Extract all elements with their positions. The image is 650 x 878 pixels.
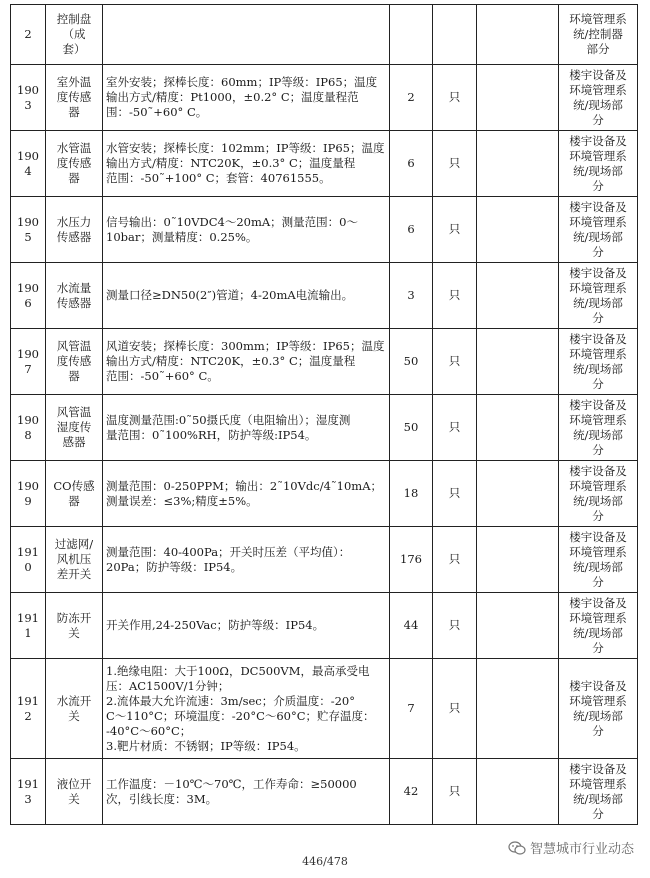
item-name-cell [46,197,103,263]
item-category-line: 分 [592,806,604,821]
item-category-line: 楼宇设备及 [569,67,627,82]
item-number: 190 9 [17,478,39,508]
item-unit: 只 [433,263,477,329]
item-category-line: 分 [592,310,604,325]
item-quantity: 50 [390,329,433,395]
item-quantity: 18 [390,461,433,527]
item-number: 191 3 [17,776,39,806]
item-name-line: 差开关 [56,567,92,581]
item-spec-line: 测量范围：0-250PPM；输出：2˜10Vdc/4˜10mA； [106,478,382,493]
item-category-line: 统/现场部 [573,295,623,310]
item-spec-line: C～110°C；环境温度：-20°C～60°C；贮存温度： [106,708,375,723]
item-category-line: 分 [592,112,604,127]
item-name-line: 器 [68,493,80,508]
item-name-line: 水管温 [56,141,92,155]
item-number: 190 6 [17,280,39,310]
item-category-line: 统/现场部 [573,229,623,244]
item-name-cell [46,395,103,461]
item-note [477,131,559,197]
item-note [477,65,559,131]
table-row [11,395,638,461]
item-name-line: 室外温 [56,75,92,89]
item-number-cell [11,65,46,131]
item-category-line: 环境管理系 [569,12,627,26]
item-spec-line: 水管安装；探棒长度：102mm；IP等级：IP65；温度 [106,141,385,155]
table-body [11,5,638,825]
item-category-line: 分 [592,376,604,391]
table-row [11,5,638,65]
item-category-cell [559,131,638,197]
item-note [477,395,559,461]
item-number: 190 7 [17,346,39,376]
item-name-line: 关 [68,708,80,723]
item-category-line: 环境管理系 [569,776,627,791]
table-row [11,659,638,759]
item-note [477,759,559,825]
table-row [11,263,638,329]
item-spec-line: 10bar；测量精度：0.25%。 [106,229,258,244]
item-spec-cell [103,197,390,263]
item-category-cell [559,527,638,593]
item-category-line: 统/现场部 [573,361,623,376]
item-category-line: 统/现场部 [573,493,623,508]
item-name-cell [46,65,103,131]
item-category-cell [559,5,638,65]
item-category-line: 环境管理系 [569,544,627,559]
item-number: 190 5 [17,214,39,244]
item-category-line: 环境管理系 [569,478,627,493]
item-spec-line: 信号输出：0˜10VDC4～20mA；测量范围：0～ [106,214,358,229]
item-spec-line: 次，引线长度：3M。 [106,791,218,806]
item-category-cell [559,197,638,263]
item-name-line: 关 [68,791,80,806]
item-note [477,329,559,395]
item-number-cell [11,329,46,395]
item-name-line: 度传感 [56,354,92,368]
item-quantity [390,5,433,65]
item-spec-line: 压：AC1500V/1分钟； [106,678,230,693]
item-name-line: 水流量 [56,280,92,295]
item-category-line: 环境管理系 [569,693,627,708]
item-unit: 只 [433,593,477,659]
item-category-line: 分 [592,442,604,457]
item-number-cell [11,263,46,329]
watermark-text: 智慧城市行业动态 [529,842,634,857]
item-quantity: 2 [390,65,433,131]
item-note [477,527,559,593]
item-category-cell [559,759,638,825]
item-spec-line: 测量误差：≤3%;精度±5%。 [106,493,258,508]
item-name-line: 传感器 [56,229,92,244]
item-quantity: 50 [390,395,433,461]
item-category-line: 分 [592,723,604,738]
item-name-line: 关 [68,625,80,640]
wechat-icon [508,841,526,855]
item-name-line: （成 [62,27,86,41]
item-category-line: 环境管理系 [569,214,627,229]
item-category-cell [559,65,638,131]
item-note [477,263,559,329]
item-unit: 只 [433,659,477,759]
item-category-line: 部分 [586,42,610,56]
item-note [477,5,559,65]
item-category-cell [559,461,638,527]
item-name-line: 水流开 [56,693,92,708]
item-category-line: 分 [592,508,604,523]
item-category-line: 楼宇设备及 [569,678,627,693]
item-name-line: 风管温 [56,339,92,353]
item-number: 191 2 [17,693,39,723]
item-spec-line: 测量范围：40-400Pa；开关时压差（平均值）： [106,544,351,559]
item-name-cell [46,659,103,759]
item-name-line: 度传感 [56,90,92,104]
item-spec-cell [103,461,390,527]
item-spec-line: 输出方式/精度：Pt1000，±0.2° C；温度量程范 [106,90,359,104]
item-unit: 只 [433,131,477,197]
item-number-cell [11,659,46,759]
item-spec-cell [103,65,390,131]
item-quantity: 176 [390,527,433,593]
item-spec-line: 室外安装；探棒长度：60mm；IP等级：IP65；温度 [106,75,378,89]
item-number-cell [11,5,46,65]
item-category-line: 楼宇设备及 [569,595,627,610]
item-unit: 只 [433,527,477,593]
item-spec-cell [103,659,390,759]
item-spec-line: -40°C～60°C； [106,723,192,738]
item-spec-line: 范围：-50˜+60° C。 [106,369,219,383]
item-quantity: 6 [390,197,433,263]
item-spec-line: 3.靶片材质：不锈钢；IP等级：IP54。 [106,738,306,753]
item-name-line: 液位开 [56,776,92,791]
table-row [11,461,638,527]
item-category-line: 统/现场部 [573,97,623,112]
item-number: 2 [24,27,32,41]
item-spec-cell [103,263,390,329]
item-name-line: 水压力 [56,214,92,229]
item-spec-line: 工作温度：－10℃～70℃，工作寿命：≥50000 [106,776,357,791]
item-name-line: 防冻开 [56,610,92,625]
item-spec-line: 输出方式/精度：NTC20K，±0.3° C；温度量程 [106,354,356,368]
item-name-cell [46,329,103,395]
equipment-spec-table [10,4,638,825]
item-category-line: 环境管理系 [569,82,627,97]
item-quantity: 7 [390,659,433,759]
item-spec-cell [103,759,390,825]
item-name-cell [46,527,103,593]
item-name-line: CO传感 [53,478,95,493]
item-category-line: 环境管理系 [569,280,627,295]
item-category-line: 楼宇设备及 [569,397,627,412]
item-spec-cell [103,131,390,197]
item-spec-cell [103,329,390,395]
item-category-line: 分 [592,244,604,259]
item-unit: 只 [433,461,477,527]
item-number-cell [11,759,46,825]
item-category-line: 楼宇设备及 [569,761,627,776]
item-name-line: 器 [68,105,80,119]
item-spec-cell [103,395,390,461]
item-spec-line: 风道安装；探棒长度：300mm；IP等级：IP65；温度 [106,339,385,353]
item-spec-line: 温度测量范围:0˜50摄氏度（电阻输出）；湿度测 [106,412,351,427]
item-category-line: 楼宇设备及 [569,265,627,280]
item-unit: 只 [433,759,477,825]
item-spec-line: 20Pa；防护等级：IP54。 [106,559,243,574]
item-category-line: 统/现场部 [573,427,623,442]
item-category-line: 统/现场部 [573,625,623,640]
item-name-cell [46,131,103,197]
table-row [11,65,638,131]
item-number-cell [11,527,46,593]
item-category-line: 环境管理系 [569,346,627,361]
item-note [477,461,559,527]
item-number: 191 0 [17,544,39,574]
item-name-cell [46,759,103,825]
table-row [11,197,638,263]
item-unit: 只 [433,197,477,263]
table-row [11,527,638,593]
item-category-line: 楼宇设备及 [569,463,627,478]
item-category-cell [559,593,638,659]
item-name-line: 风管温 [56,405,92,419]
item-category-line: 楼宇设备及 [569,529,627,544]
table-row [11,329,638,395]
item-category-line: 分 [592,640,604,655]
item-number: 191 1 [17,610,39,640]
item-name-line: 传感器 [56,295,92,310]
item-category-line: 分 [592,574,604,589]
item-spec-line: 范围：-50˜+100° C；套管：40761555。 [106,171,331,185]
item-note [477,659,559,759]
item-number-cell [11,197,46,263]
item-quantity: 42 [390,759,433,825]
item-spec-cell [103,527,390,593]
item-category-line: 统/现场部 [573,791,623,806]
item-number-cell [11,461,46,527]
item-spec-cell [103,5,390,65]
item-category-cell [559,395,638,461]
item-spec-line: 测量口径≥DN50(2″)管道；4-20mA电流输出。 [106,288,354,302]
item-category-line: 分 [592,178,604,193]
item-name-cell [46,461,103,527]
item-category-line: 环境管理系 [569,610,627,625]
page-number: 446/478 [302,855,348,868]
item-name-line: 套） [62,42,86,56]
item-category-line: 统/现场部 [573,163,623,178]
item-name-line: 器 [68,171,80,185]
item-unit: 只 [433,329,477,395]
item-spec-line: 1.绝缘电阻：大于100Ω，DC500VM，最高承受电 [106,663,370,678]
item-category-line: 环境管理系 [569,148,627,163]
item-spec-line: 开关作用,24-250Vac；防护等级：IP54。 [106,618,325,632]
item-name-line: 度传感 [56,156,92,170]
item-number: 190 8 [17,412,39,442]
item-name-line: 控制盘 [56,12,92,26]
item-number: 190 4 [17,148,39,178]
item-spec-line: 输出方式/精度：NTC20K，±0.3° C；温度量程 [106,156,356,170]
item-category-cell [559,659,638,759]
item-quantity: 3 [390,263,433,329]
item-number-cell [11,395,46,461]
table-row [11,131,638,197]
item-note [477,197,559,263]
item-spec-line: 量范围：0˜100%RH，防护等级:IP54。 [106,427,317,442]
item-category-line: 统/现场部 [573,708,623,723]
item-number-cell [11,131,46,197]
table-row [11,759,638,825]
item-category-line: 环境管理系 [569,412,627,427]
item-note [477,593,559,659]
item-number-cell [11,593,46,659]
item-category-line: 楼宇设备及 [569,331,627,346]
item-name-line: 湿度传 [56,420,92,434]
item-category-cell [559,263,638,329]
item-category-line: 统/现场部 [573,559,623,574]
item-spec-cell [103,593,390,659]
table-row [11,593,638,659]
item-spec-line: 2.流体最大允许流速：3m/sec；介质温度：-20° [106,693,355,708]
item-name-cell [46,593,103,659]
item-quantity: 6 [390,131,433,197]
item-name-cell [46,5,103,65]
item-spec-line: 围：-50˜+60° C。 [106,105,208,119]
item-name-line: 感器 [62,435,86,449]
item-unit [433,5,477,65]
item-category-line: 楼宇设备及 [569,199,627,214]
item-unit: 只 [433,65,477,131]
item-name-line: 器 [68,369,80,383]
item-category-cell [559,329,638,395]
item-unit: 只 [433,395,477,461]
item-quantity: 44 [390,593,433,659]
item-name-cell [46,263,103,329]
item-number: 190 3 [17,82,39,112]
item-name-line: 风机压 [56,552,92,566]
item-name-line: 过滤网/ [54,537,94,551]
item-category-line: 统/控制器 [573,27,623,41]
item-category-line: 楼宇设备及 [569,133,627,148]
